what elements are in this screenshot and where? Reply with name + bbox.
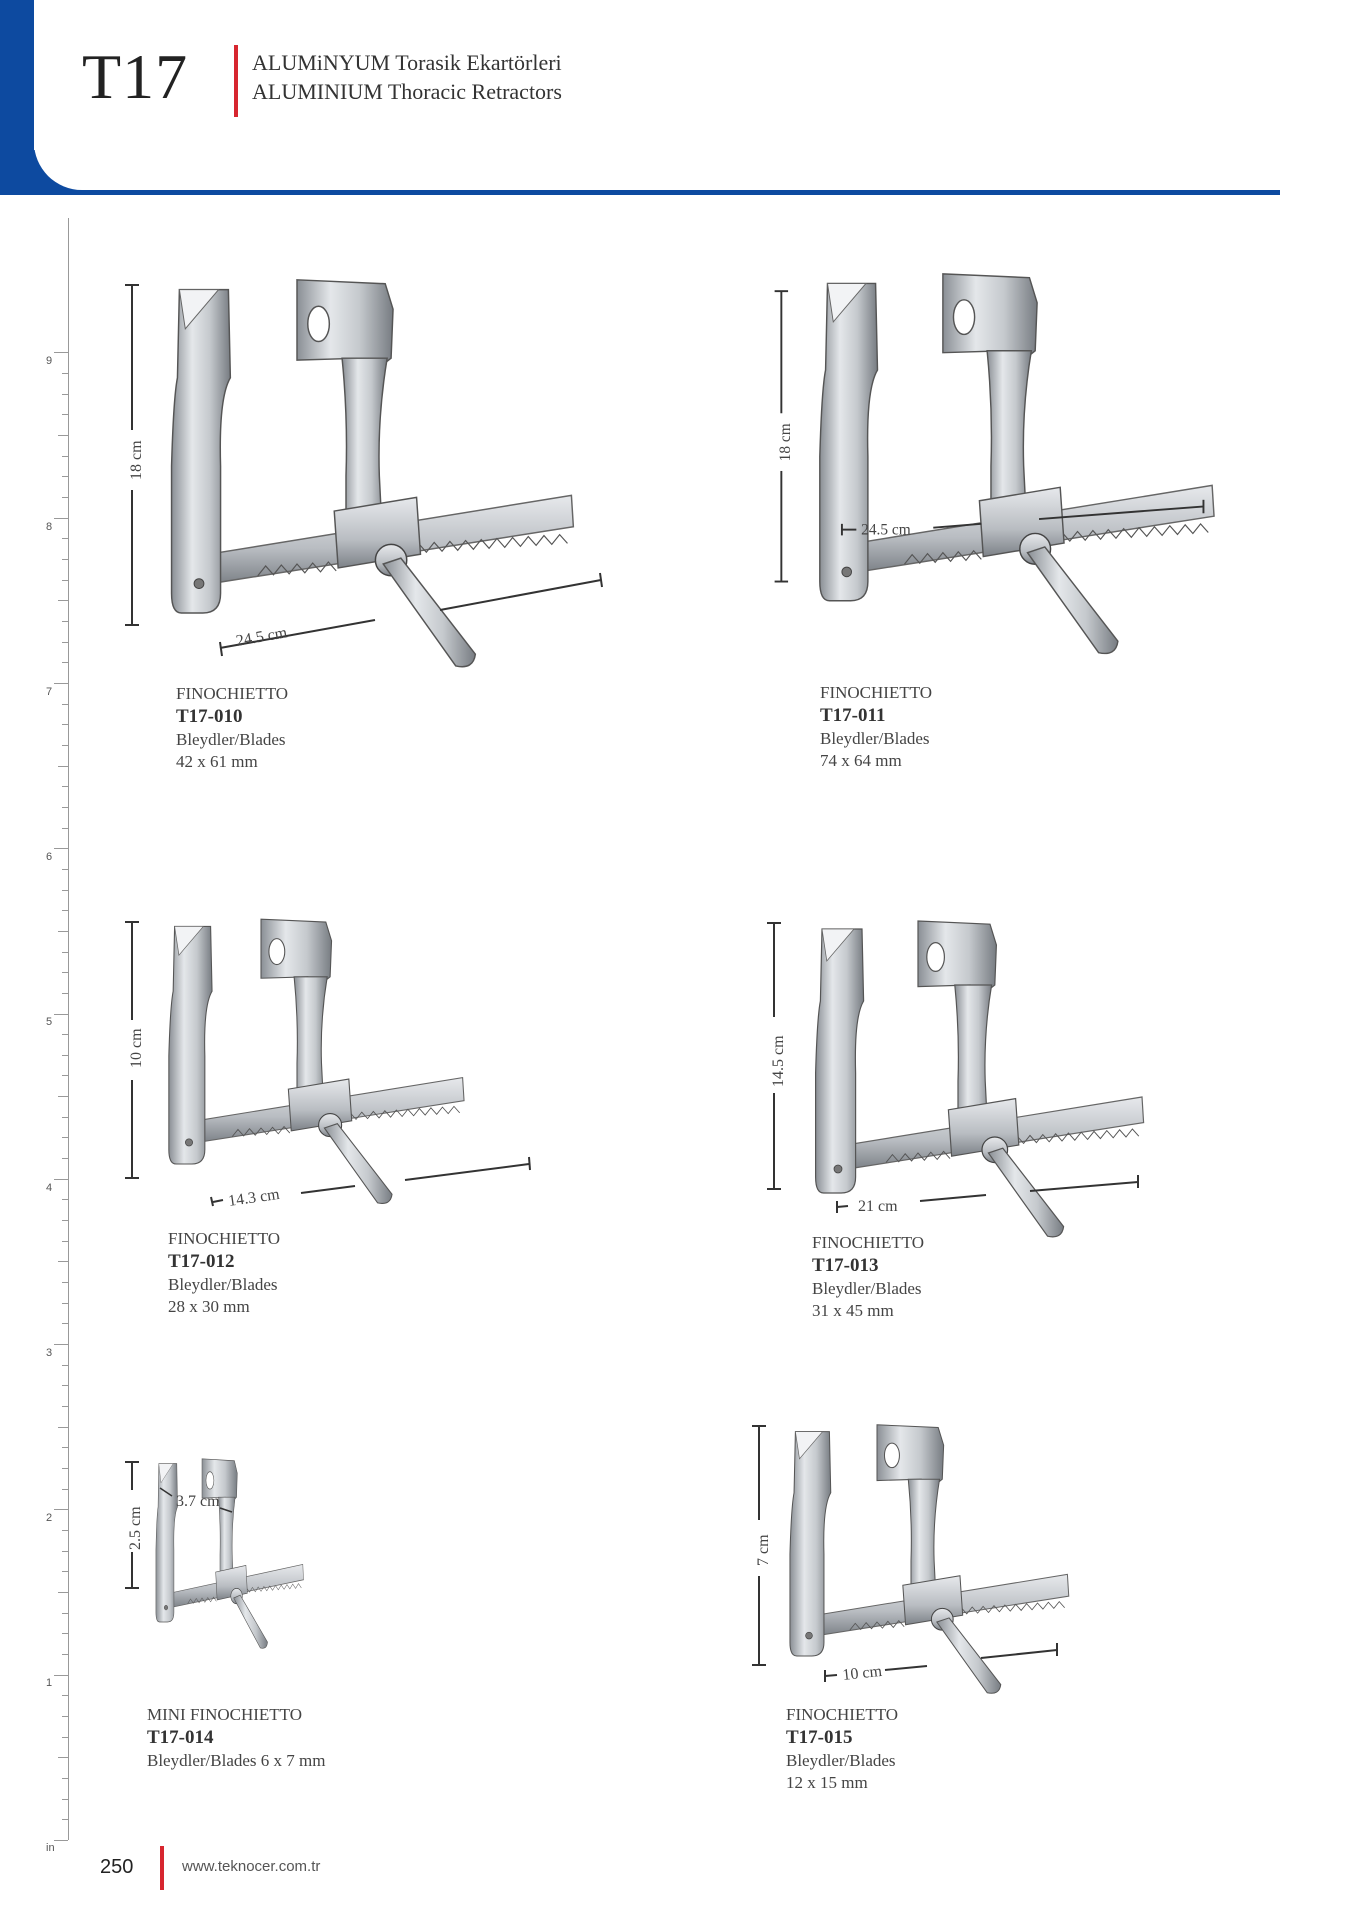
product-code: T17-012 bbox=[168, 1251, 235, 1272]
product-code: T17-014 bbox=[147, 1727, 214, 1748]
ruler-tick bbox=[62, 972, 68, 973]
product-card bbox=[812, 1232, 924, 1322]
span-dim-cap bbox=[211, 1197, 213, 1206]
ruler-tick bbox=[62, 1489, 68, 1490]
product-desc: Bleydler/Blades bbox=[786, 1751, 896, 1770]
ruler-tick bbox=[54, 1675, 68, 1676]
ruler-tick bbox=[58, 1427, 68, 1428]
product-desc: Bleydler/Blades 6 x 7 mm bbox=[147, 1751, 326, 1770]
ruler-spine bbox=[68, 218, 69, 1840]
ruler-tick bbox=[62, 786, 68, 787]
ruler-label: 9 bbox=[46, 355, 53, 367]
website-link[interactable]: www.teknocer.com.tr bbox=[182, 1858, 321, 1875]
ruler-unit: in bbox=[46, 1842, 55, 1854]
product-card bbox=[820, 682, 932, 772]
ruler-tick bbox=[58, 1757, 68, 1758]
ruler-tick bbox=[62, 1323, 68, 1324]
span-dim-line bbox=[440, 580, 601, 610]
header-panel bbox=[34, 0, 1334, 190]
product-label: MINI FINOCHIETTO bbox=[147, 1705, 303, 1724]
product-label: FINOCHIETTO bbox=[812, 1233, 925, 1252]
ruler-tick bbox=[62, 1075, 68, 1076]
span-dim-line bbox=[837, 1206, 848, 1207]
ruler-tick bbox=[62, 704, 68, 705]
footer-separator bbox=[160, 1846, 164, 1890]
product-desc: Bleydler/Blades bbox=[176, 730, 286, 749]
product-code: T17-013 bbox=[812, 1255, 879, 1276]
ruler-tick bbox=[62, 373, 68, 374]
ruler-tick bbox=[62, 580, 68, 581]
ruler-tick bbox=[62, 1571, 68, 1572]
product-card bbox=[786, 1704, 898, 1794]
ruler-tick bbox=[62, 1241, 68, 1242]
ruler-label: 6 bbox=[46, 851, 53, 863]
ruler-label: 8 bbox=[46, 521, 53, 533]
ruler-tick bbox=[62, 1551, 68, 1552]
ruler-tick bbox=[62, 1303, 68, 1304]
ruler-tick bbox=[62, 724, 68, 725]
retractor-drawing bbox=[172, 280, 574, 667]
span-dim-line bbox=[213, 1200, 223, 1202]
retractor-drawing bbox=[156, 1459, 304, 1649]
ruler-tick bbox=[62, 1385, 68, 1386]
ruler-tick bbox=[62, 497, 68, 498]
retractor-illustration bbox=[115, 910, 545, 1260]
ruler-tick bbox=[62, 1716, 68, 1717]
ruler-tick bbox=[58, 435, 68, 436]
ruler-tick bbox=[62, 642, 68, 643]
ruler-tick bbox=[58, 931, 68, 932]
ruler-tick bbox=[62, 828, 68, 829]
product-desc: Bleydler/Blades bbox=[168, 1275, 278, 1294]
span-dim-line bbox=[920, 1195, 986, 1201]
span-dim-line bbox=[981, 1650, 1057, 1658]
retractor-illustration bbox=[760, 905, 1160, 1265]
ruler-tick bbox=[62, 1406, 68, 1407]
ruler-tick bbox=[54, 1344, 68, 1345]
retractor-illustration bbox=[745, 1410, 1075, 1720]
height-dim-label: 10 cm bbox=[128, 1028, 145, 1068]
span-dim-line bbox=[405, 1164, 529, 1180]
ruler-tick bbox=[62, 559, 68, 560]
ruler-tick bbox=[62, 1633, 68, 1634]
span-dim-cap bbox=[220, 642, 222, 656]
product-size: 74 x 64 mm bbox=[820, 751, 902, 770]
product-code: T17-010 bbox=[176, 706, 243, 727]
ruler-tick bbox=[62, 1799, 68, 1800]
height-dim-label: 18 cm bbox=[777, 423, 794, 462]
height-dim-label: 18 cm bbox=[128, 440, 145, 480]
ruler-tick bbox=[62, 1819, 68, 1820]
ruler-tick bbox=[62, 538, 68, 539]
product-label: FINOCHIETTO bbox=[168, 1229, 281, 1248]
product-desc: Bleydler/Blades bbox=[820, 729, 930, 748]
ruler-tick bbox=[62, 414, 68, 415]
ruler-tick bbox=[58, 600, 68, 601]
span-dim-label: 24.5 cm bbox=[861, 521, 911, 539]
height-dim-label: 2.5 cm bbox=[127, 1506, 144, 1550]
product-code: T17-015 bbox=[786, 1727, 853, 1748]
ruler-tick bbox=[58, 766, 68, 767]
ruler-tick bbox=[54, 1509, 68, 1510]
retractor-illustration bbox=[120, 1450, 350, 1650]
ruler-label: 1 bbox=[46, 1677, 53, 1689]
span-dim-cap bbox=[600, 573, 602, 587]
ruler-tick bbox=[62, 621, 68, 622]
ruler-tick bbox=[58, 1096, 68, 1097]
product-label: FINOCHIETTO bbox=[786, 1705, 899, 1724]
ruler-tick bbox=[54, 352, 68, 353]
retractor-illustration bbox=[765, 265, 1265, 725]
retractor-illustration bbox=[115, 270, 635, 730]
ruler-tick bbox=[62, 1530, 68, 1531]
span-dim-label: 3.7 cm bbox=[176, 1493, 220, 1510]
product-size: 12 x 15 mm bbox=[786, 1773, 868, 1792]
ruler-tick bbox=[62, 1695, 68, 1696]
ruler-label: 3 bbox=[46, 1347, 53, 1359]
product-size: 31 x 45 mm bbox=[812, 1301, 894, 1320]
ruler-tick bbox=[62, 394, 68, 395]
ruler-tick bbox=[62, 1137, 68, 1138]
page-number: 250 bbox=[100, 1856, 134, 1878]
ruler-tick bbox=[62, 476, 68, 477]
ruler-tick bbox=[62, 456, 68, 457]
ruler-tick bbox=[62, 910, 68, 911]
ruler-tick bbox=[62, 745, 68, 746]
ruler-tick bbox=[54, 848, 68, 849]
height-dim-label: 7 cm bbox=[755, 1534, 772, 1566]
span-dim-label: 14.3 cm bbox=[227, 1185, 281, 1210]
ruler-tick bbox=[58, 1261, 68, 1262]
product-label: FINOCHIETTO bbox=[176, 684, 289, 703]
product-desc: Bleydler/Blades bbox=[812, 1279, 922, 1298]
header-underline bbox=[34, 190, 1280, 195]
ruler-tick bbox=[62, 890, 68, 891]
ruler-tick bbox=[62, 993, 68, 994]
height-dim-label: 14.5 cm bbox=[770, 1035, 787, 1087]
ruler-label: 4 bbox=[46, 1182, 53, 1194]
section-title-en: ALUMINIUM Thoracic Retractors bbox=[252, 79, 562, 104]
section-code: T17 bbox=[82, 41, 189, 112]
ruler-tick bbox=[62, 1055, 68, 1056]
ruler-tick bbox=[62, 1199, 68, 1200]
ruler-tick bbox=[62, 1365, 68, 1366]
ruler-tick bbox=[54, 683, 68, 684]
ruler-label: 7 bbox=[46, 686, 53, 698]
span-dim-label: 21 cm bbox=[858, 1198, 898, 1215]
ruler-tick bbox=[54, 1840, 68, 1841]
ruler-tick bbox=[62, 1282, 68, 1283]
product-size: 28 x 30 mm bbox=[168, 1297, 250, 1316]
ruler-label: 2 bbox=[46, 1512, 53, 1524]
span-dim-cap bbox=[529, 1157, 530, 1170]
ruler-tick bbox=[54, 1179, 68, 1180]
product-card bbox=[168, 1228, 280, 1318]
ruler-label: 5 bbox=[46, 1016, 53, 1028]
ruler-tick bbox=[62, 1468, 68, 1469]
span-dim-line bbox=[885, 1666, 927, 1670]
inch-ruler bbox=[40, 218, 74, 1854]
ruler-tick bbox=[54, 518, 68, 519]
ruler-tick bbox=[54, 1014, 68, 1015]
retractor-drawing bbox=[169, 919, 464, 1203]
span-dim-line bbox=[301, 1186, 355, 1193]
ruler-tick bbox=[62, 1654, 68, 1655]
retractor-drawing bbox=[820, 274, 1214, 654]
product-code: T17-011 bbox=[820, 705, 886, 726]
product-card bbox=[147, 1704, 325, 1772]
ruler-tick bbox=[58, 1592, 68, 1593]
ruler-tick bbox=[62, 807, 68, 808]
ruler-tick bbox=[62, 1447, 68, 1448]
ruler-tick bbox=[62, 1613, 68, 1614]
section-title-tr: ALUMiNYUM Torasik Ekartörleri bbox=[252, 50, 562, 75]
ruler-tick bbox=[62, 662, 68, 663]
product-card bbox=[176, 683, 288, 773]
ruler-tick bbox=[62, 1220, 68, 1221]
ruler-tick bbox=[62, 1034, 68, 1035]
span-dim-line bbox=[1030, 1182, 1138, 1191]
span-dim-label: 10 cm bbox=[841, 1662, 883, 1684]
ruler-tick bbox=[62, 1117, 68, 1118]
ruler-tick bbox=[62, 952, 68, 953]
header-separator bbox=[234, 45, 238, 117]
retractor-drawing bbox=[816, 921, 1144, 1237]
ruler-tick bbox=[62, 869, 68, 870]
ruler-tick bbox=[62, 1778, 68, 1779]
ruler-tick bbox=[62, 1158, 68, 1159]
span-dim-line bbox=[825, 1675, 837, 1676]
ruler-tick bbox=[62, 1737, 68, 1738]
span-dim-label: 24.5 cm bbox=[234, 624, 289, 650]
product-label: FINOCHIETTO bbox=[820, 683, 933, 702]
product-size: 42 x 61 mm bbox=[176, 752, 258, 771]
